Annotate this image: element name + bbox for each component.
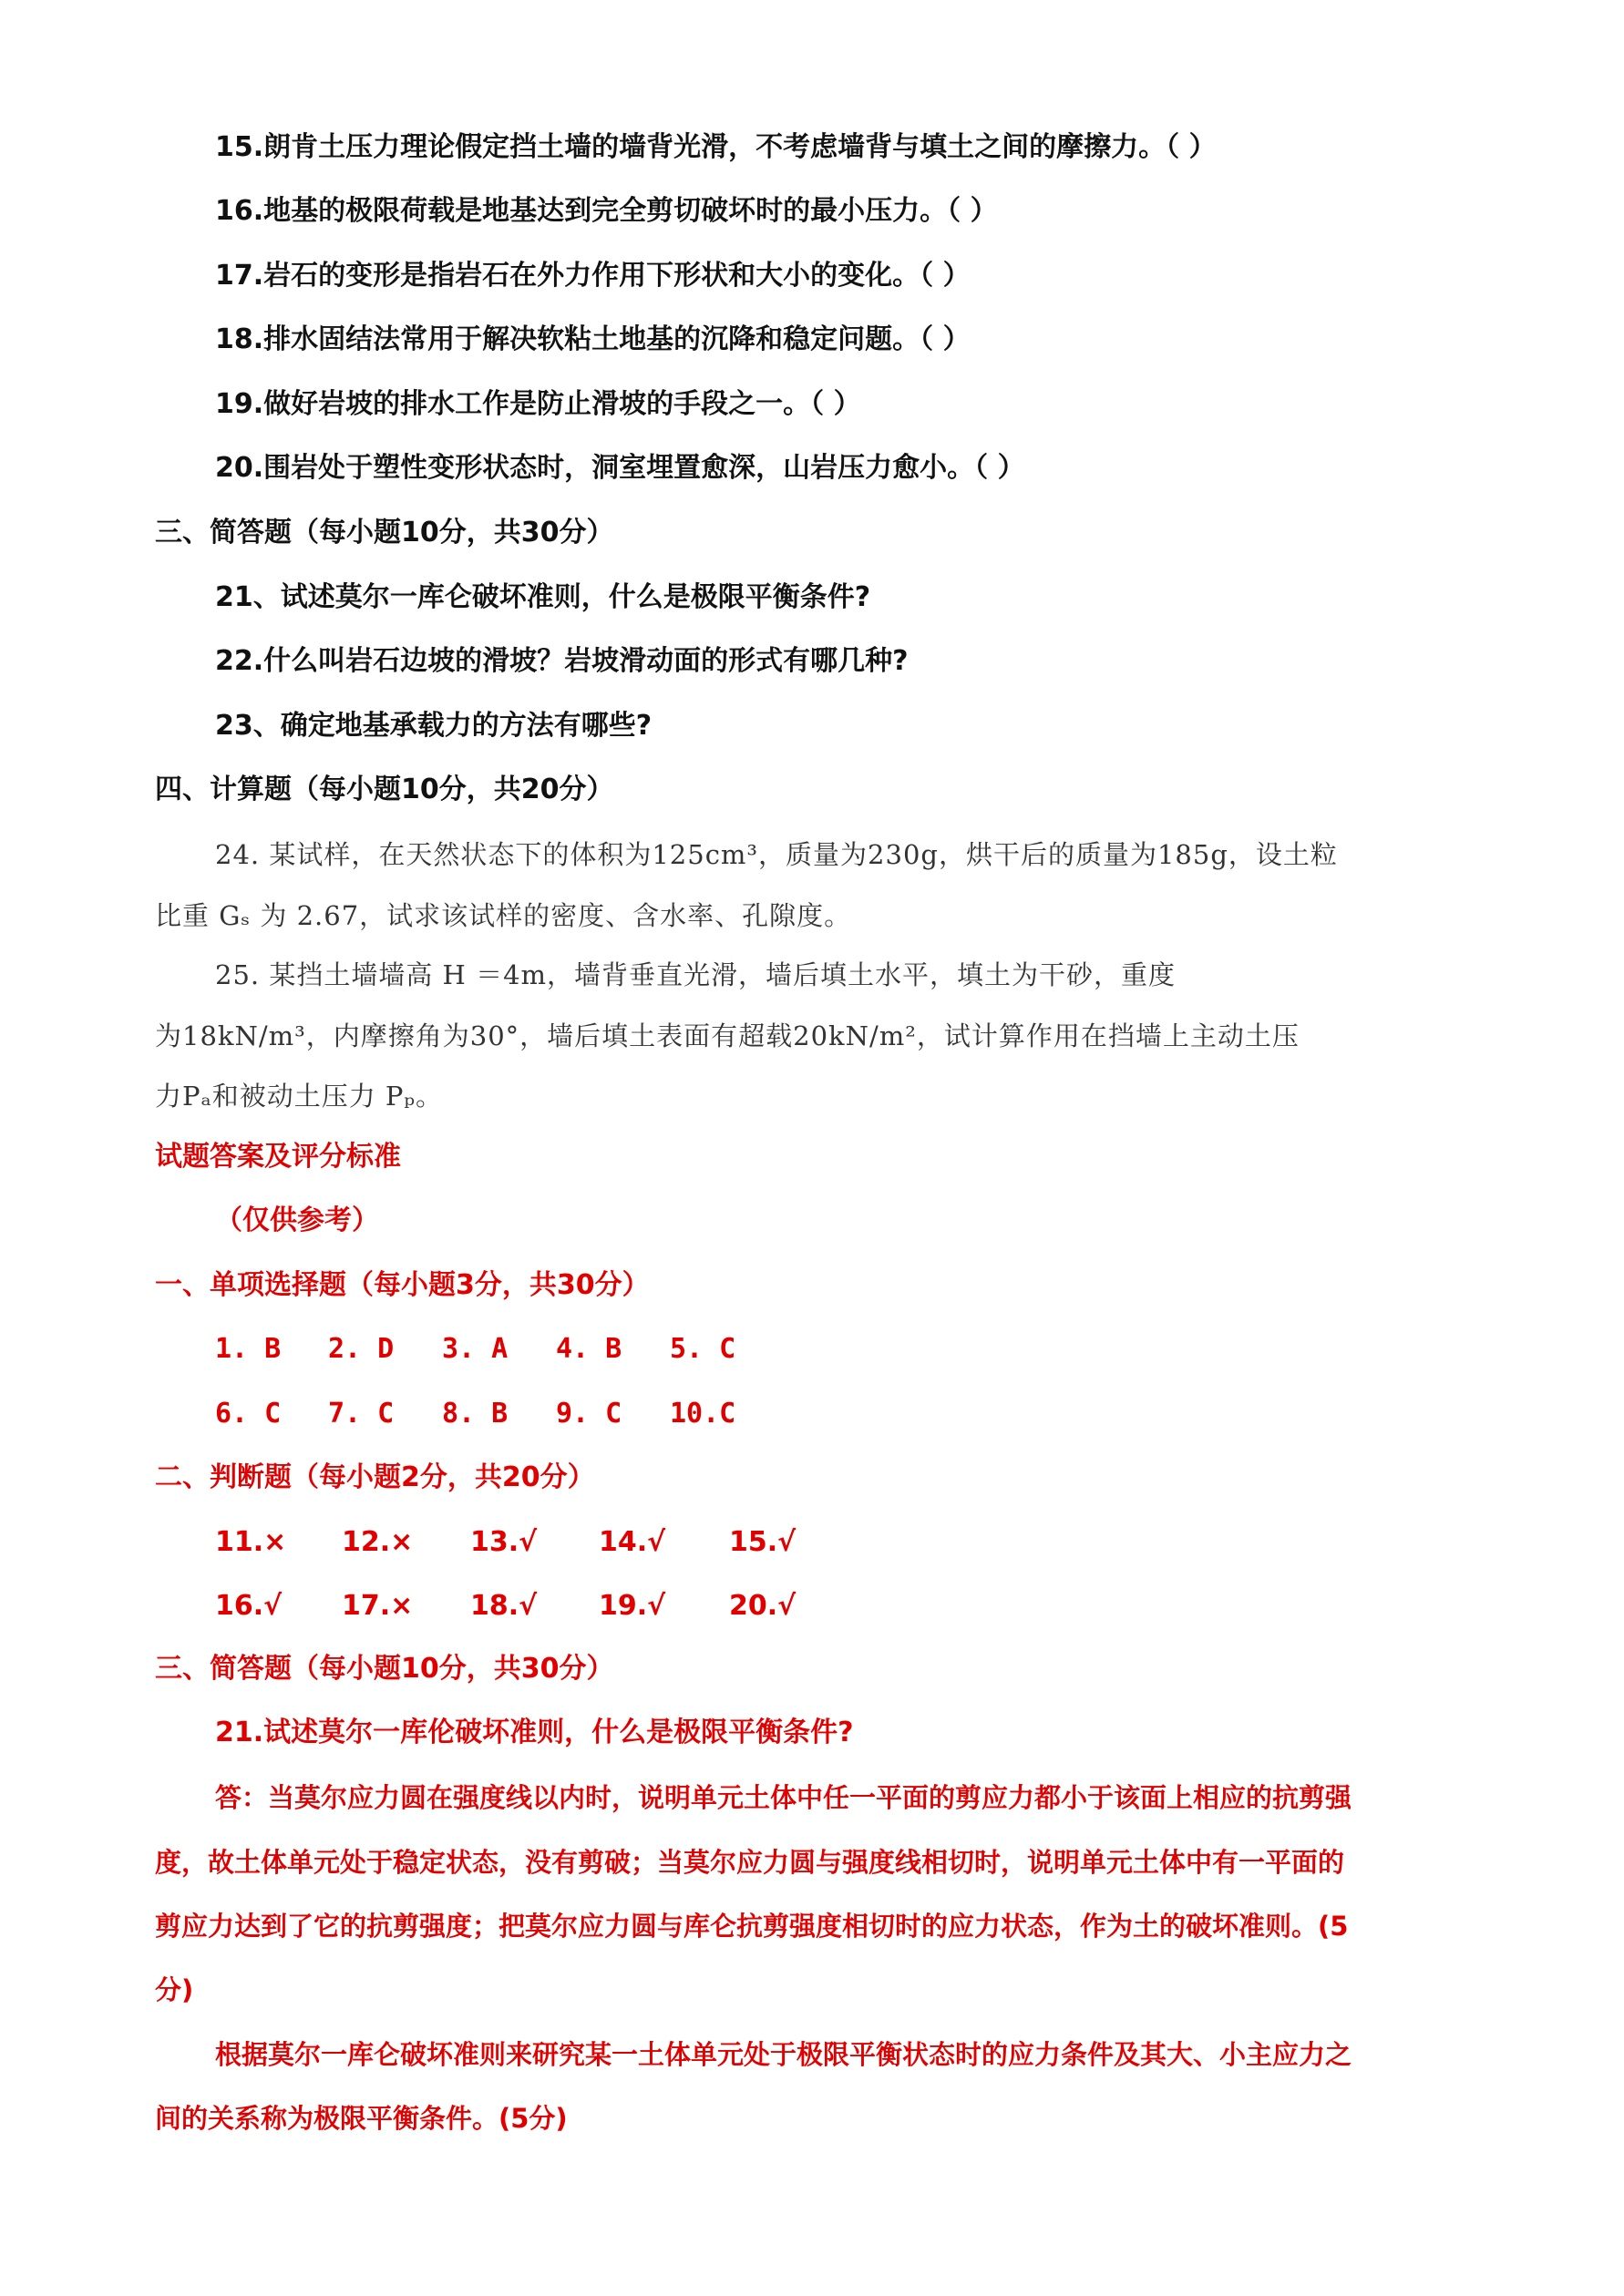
answer-16: 16.√ [215, 1590, 283, 1622]
question-24-line2: 比重 Gₛ 为 2.67，试求该试样的密度、含水率、孔隙度。 [155, 900, 852, 931]
question-25-line1: 25. 某挡土墙墙高 H ＝4m，墙背垂直光滑，墙后填土水平，填土为干砂，重度 [215, 959, 1177, 990]
answer-6: 6. C [215, 1398, 282, 1430]
question-25-line3: 力Pₐ和被动土压力 Pₚ。 [155, 1081, 444, 1112]
answer-19: 19.√ [599, 1590, 666, 1622]
answer-17: 17.× [342, 1590, 414, 1622]
question-25-line2: 为18kN/m³，内摩擦角为30°，墙后填土表面有超载20kN/m²，试计算作用在挡墙上主动土压 [155, 1020, 1300, 1051]
question-18: 18.排水固结法常用于解决软粘土地基的沉降和稳定问题。（ ） [215, 323, 971, 355]
answer-1: 1. B [215, 1333, 282, 1365]
answers-section1-heading: 一、单项选择题（每小题3分，共30分） [155, 1269, 650, 1301]
answer-8: 8. B [442, 1398, 509, 1430]
question-23: 23、确定地基承载力的方法有哪些? [215, 710, 653, 742]
question-19: 19.做好岩坡的排水工作是防止滑坡的手段之一。（ ） [215, 388, 861, 420]
answer-3: 3. A [442, 1333, 509, 1365]
answer-9: 9. C [556, 1398, 622, 1430]
answers-section3-heading: 三、简答题（每小题10分，共30分） [155, 1653, 614, 1685]
answers-section2-heading: 二、判断题（每小题2分，共20分） [155, 1461, 595, 1493]
answer-4: 4. B [556, 1333, 622, 1365]
answer-7: 7. C [328, 1398, 395, 1430]
question-22: 22.什么叫岩石边坡的滑坡？岩坡滑动面的形式有哪几种? [215, 645, 909, 677]
answer-5: 5. C [670, 1333, 736, 1365]
answers-question-21: 21.试述莫尔一库伦破坏准则，什么是极限平衡条件? [215, 1717, 854, 1748]
answer-10: 10.C [670, 1398, 736, 1430]
answer-11: 11.× [215, 1526, 287, 1558]
answer-21-line4: 分) [155, 1974, 194, 2005]
question-17: 17.岩石的变形是指岩石在外力作用下形状和大小的变化。（ ） [215, 260, 971, 292]
answer-14: 14.√ [599, 1526, 666, 1558]
answer-13: 13.√ [470, 1526, 538, 1558]
question-24-line1: 24. 某试样，在天然状态下的体积为125cm³，质量为230g，烘干后的质量为185g，设土粒 [215, 839, 1338, 870]
answers-subtitle: （仅供参考） [215, 1204, 379, 1236]
answers-title: 试题答案及评分标准 [155, 1141, 401, 1173]
answer-15: 15.√ [729, 1526, 797, 1558]
answer-12: 12.× [342, 1526, 414, 1558]
question-16: 16.地基的极限荷载是地基达到完全剪切破坏时的最小压力。（ ） [215, 195, 998, 227]
answer-20: 20.√ [729, 1590, 797, 1622]
question-20: 20.围岩处于塑性变形状态时，洞室埋置愈深，山岩压力愈小。（ ） [215, 452, 1025, 484]
answer-21-line3: 剪应力达到了它的抗剪强度；把莫尔应力圆与库仑抗剪强度相切时的应力状态，作为土的破坏准则。(5 [155, 1911, 1349, 1942]
question-21: 21、试述莫尔一库仑破坏准则，什么是极限平衡条件? [215, 581, 871, 613]
answer-2: 2. D [328, 1333, 395, 1365]
section3-heading: 三、简答题（每小题10分，共30分） [155, 517, 614, 548]
question-15: 15.朗肯土压力理论假定挡土墙的墙背光滑，不考虑墙背与填土之间的摩擦力。（ ） [215, 131, 1217, 163]
answer-18: 18.√ [470, 1590, 538, 1622]
answer-21b-line2: 间的关系称为极限平衡条件。(5分) [155, 2103, 568, 2134]
answer-21-line1: 答：当莫尔应力圆在强度线以内时，说明单元土体中任一平面的剪应力都小于该面上相应的抗剪强 [215, 1782, 1352, 1813]
section4-heading: 四、计算题（每小题10分，共20分） [155, 774, 614, 805]
answer-21b-line1: 根据莫尔一库仑破坏准则来研究某一土体单元处于极限平衡状态时的应力条件及其大、小主应力之 [215, 2039, 1352, 2070]
answer-21-line2: 度，故土体单元处于稳定状态，没有剪破；当莫尔应力圆与强度线相切时，说明单元土体中有一平面的 [155, 1847, 1345, 1878]
